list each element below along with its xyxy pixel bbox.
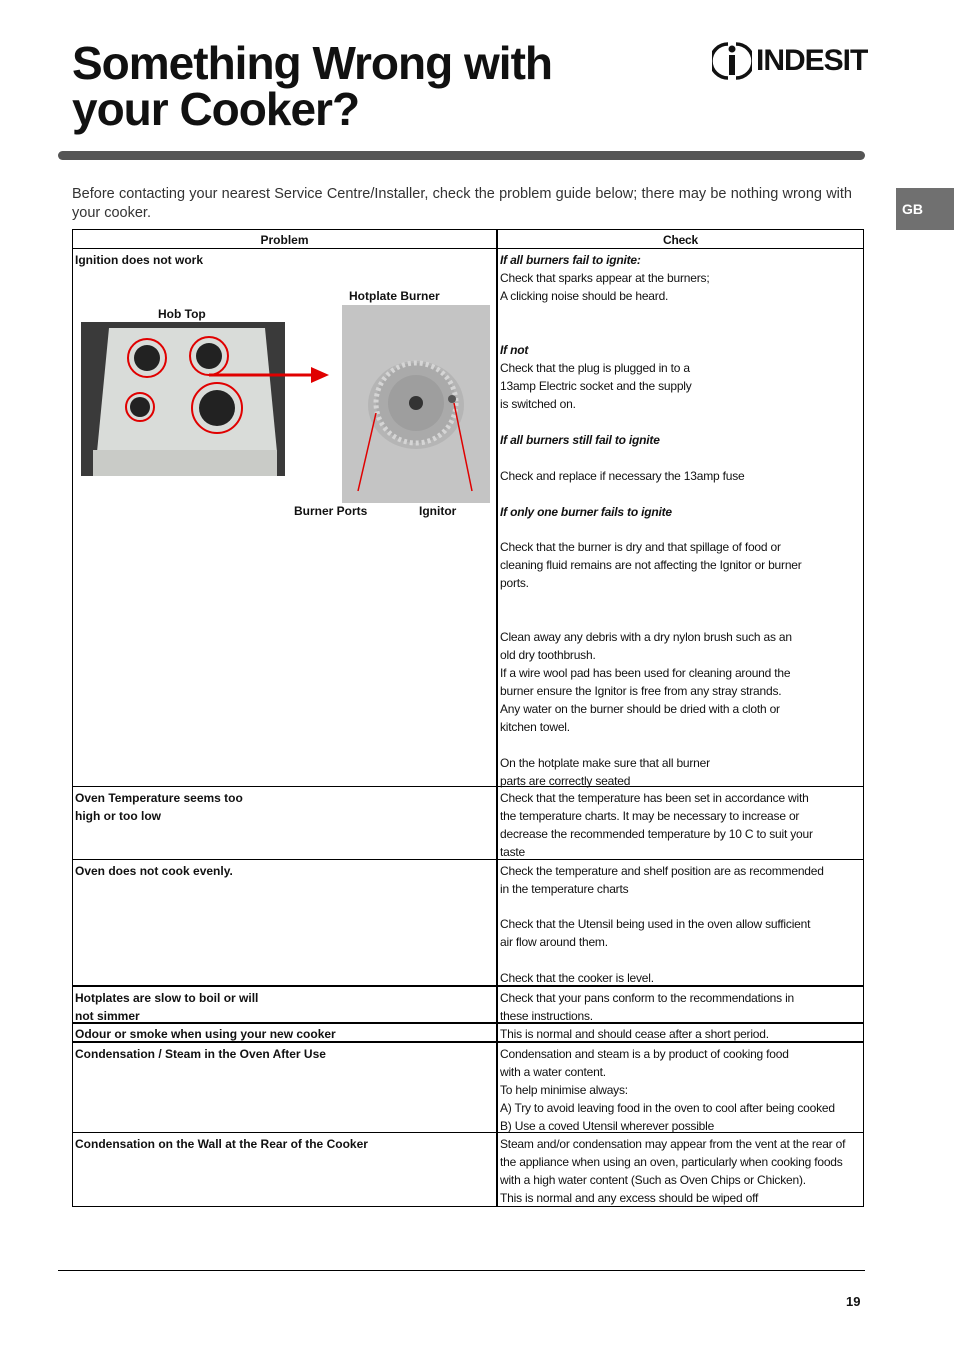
check-line: taste (500, 845, 526, 859)
burner-illustration (342, 305, 490, 503)
check-line: If a wire wool pad has been used for cleaning around the (500, 666, 791, 680)
check-line: is switched on. (500, 397, 576, 411)
check-line: Check that the plug is plugged in to a (500, 361, 690, 375)
header-divider (58, 151, 865, 160)
check-line: Check the temperature and shelf position are as recommended (500, 864, 824, 878)
check-line: kitchen towel. (500, 720, 570, 734)
brand-name: INDESIT (756, 44, 868, 77)
check-line: Steam and/or condensation may appear from the vent at the rear of (500, 1137, 846, 1151)
check-line: cleaning fluid remains are not affecting the Ignitor or burner (500, 558, 802, 572)
problem-cell (73, 1024, 498, 1041)
check-line: ports. (500, 576, 529, 590)
title-line-1: Something Wrong with (72, 37, 552, 89)
check-line: old dry toothbrush. (500, 648, 596, 662)
indesit-i-icon (712, 38, 752, 82)
table-row-uneven (73, 860, 863, 987)
check-line: Check and replace if necessary the 13amp fuse (500, 469, 745, 483)
check-cell (498, 787, 863, 859)
check-line: 13amp Electric socket and the supply (500, 379, 692, 393)
check-line: Check that sparks appear at the burners; (500, 271, 710, 285)
title-line-2: your Cooker? (72, 83, 360, 135)
table-row-temperature (73, 787, 863, 860)
check-line: Check that the cooker is level. (500, 971, 654, 985)
burner-ports-label: Burner Ports (294, 504, 368, 518)
check-line: the appliance when using an oven, particularly when cooking foods (500, 1155, 843, 1169)
check-line: Check that the temperature has been set in accordance with (500, 791, 809, 805)
check-line: On the hotplate make sure that all burner (500, 756, 710, 770)
table-row-ignition (73, 249, 863, 787)
check-heading: If only one burner fails to ignite (500, 505, 672, 519)
check-line: parts are correctly seated (500, 774, 631, 788)
check-line: air flow around them. (500, 935, 608, 949)
table-row-hotplates (73, 987, 863, 1024)
problem-cell (73, 1043, 498, 1132)
hob-top-photo (81, 322, 285, 476)
check-line: with a water content. (500, 1065, 606, 1079)
problem-text: Oven Temperature seems too (75, 791, 243, 805)
check-cell (498, 1024, 863, 1041)
check-line: Any water on the burner should be dried with a cloth or (500, 702, 780, 716)
problem-text: Condensation on the Wall at the Rear of the Cooker (75, 1137, 368, 1151)
check-line: decrease the recommended temperature by 10 C to suit your (500, 827, 813, 841)
check-line: This is normal and any excess should be wiped off (500, 1191, 759, 1205)
pointer-arrow-icon (209, 365, 331, 385)
footer-divider (58, 1270, 865, 1271)
problem-cell (73, 787, 498, 859)
problem-text: Hotplates are slow to boil or will (75, 991, 259, 1005)
problem-text: Odour or smoke when using your new cooker (75, 1027, 336, 1041)
check-line: A) Try to avoid leaving food in the oven to cool after being cooked (500, 1101, 835, 1115)
check-line: Check that your pans conform to the recommendations in (500, 991, 795, 1005)
problem-text: Condensation / Steam in the Oven After Use (75, 1047, 326, 1061)
page-title (72, 37, 552, 135)
check-line: in the temperature charts (500, 882, 629, 896)
check-cell (498, 249, 863, 786)
check-cell (498, 987, 863, 1022)
check-line: To help minimise always: (500, 1083, 628, 1097)
troubleshooting-table (72, 229, 864, 1207)
check-heading: If all burners fail to ignite: (500, 253, 641, 267)
hob-top-label: Hob Top (158, 307, 206, 321)
problem-text: not simmer (75, 1009, 140, 1023)
table-header-row (73, 230, 863, 249)
check-line: Check that the burner is dry and that spillage of food or (500, 540, 781, 554)
indesit-logo (712, 38, 868, 82)
table-row-odour (73, 1024, 863, 1043)
problem-cell (73, 987, 498, 1022)
hotplate-burner-photo (342, 305, 490, 503)
problem-text: high or too low (75, 809, 161, 823)
problem-cell (73, 249, 498, 786)
check-cell (498, 1043, 863, 1132)
check-line: This is normal and should cease after a short period. (500, 1027, 769, 1041)
check-line: Check that the Utensil being used in the oven allow sufficient (500, 917, 811, 931)
check-line: Clean away any debris with a dry nylon brush such as an (500, 630, 792, 644)
check-line: Condensation and steam is a by product of cooking food (500, 1047, 789, 1061)
check-line: burner ensure the Ignitor is free from any stray strands. (500, 684, 782, 698)
table-row-wall (73, 1133, 863, 1206)
intro-text: Before contacting your nearest Service Centre/Installer, check the problem guide below; there may be nothing wrong with your cooker. (72, 186, 852, 221)
hotplate-burner-label: Hotplate Burner (349, 289, 440, 303)
check-cell (498, 1133, 863, 1206)
problem-text: Oven does not cook evenly. (75, 864, 233, 878)
check-cell (498, 860, 863, 985)
problem-text: Ignition does not work (75, 253, 203, 267)
problem-cell (73, 860, 498, 985)
check-heading: If all burners still fail to ignite (500, 433, 660, 447)
check-heading: If not (500, 343, 529, 357)
header-problem: Problem (73, 230, 498, 248)
check-line: the temperature charts. It may be necessary to increase or (500, 809, 800, 823)
ignitor-label: Ignitor (419, 504, 457, 518)
header-check: Check (662, 233, 699, 247)
check-line: B) Use a coved Utensil wherever possible (500, 1119, 715, 1133)
region-tab: GB (896, 188, 954, 230)
check-line: A clicking noise should be heard. (500, 289, 669, 303)
check-line: with a high water content (Such as Oven Chips or Chicken). (500, 1173, 806, 1187)
table-row-condensation (73, 1043, 863, 1133)
check-line: these instructions. (500, 1009, 593, 1023)
page-number: 19 (846, 1294, 861, 1309)
hob-top-illustration (81, 322, 285, 476)
problem-cell (73, 1133, 498, 1206)
